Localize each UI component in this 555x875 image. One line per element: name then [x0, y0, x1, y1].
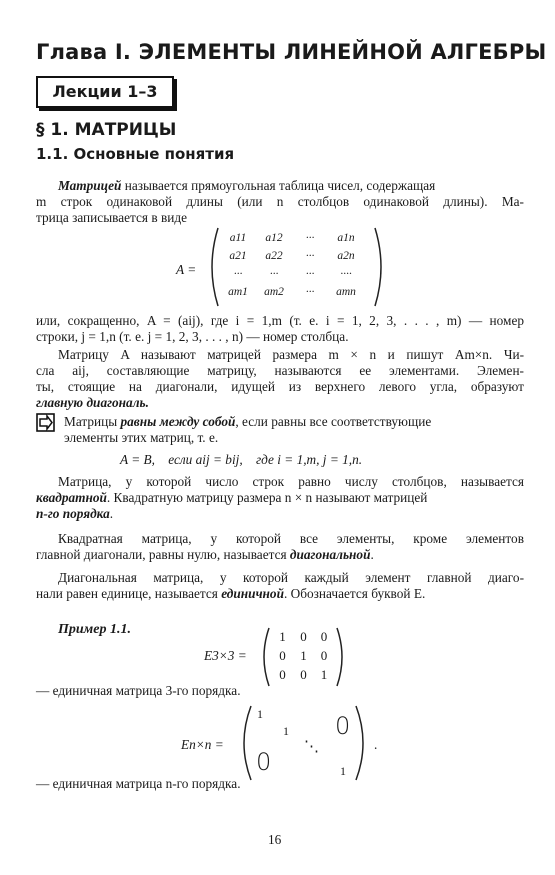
matrix-cell: ··· [233, 268, 243, 280]
en-zero-bottom: 0 [256, 748, 272, 776]
matrix-cell: 1 [279, 629, 286, 644]
p5-line2 [36, 490, 427, 506]
matrix-right-paren [372, 226, 388, 308]
text: нали равен единице, называется [36, 586, 222, 601]
matrix-row [220, 250, 372, 268]
matrix-cell: 1 [320, 667, 328, 682]
text: . [370, 547, 374, 562]
en-lhs: En×n = [181, 737, 224, 752]
matrix-cell: a2n [337, 250, 355, 262]
matrix-cell: a12 [265, 232, 283, 244]
en-dots: ⋱ [304, 739, 319, 755]
matrix-cell: 0 [300, 629, 307, 644]
text: называется прямоугольная таблица чисел, содержащая [121, 178, 436, 193]
en-right-paren [353, 704, 371, 782]
matrix-cell: a22 [265, 250, 283, 262]
matrix-lhs: A = [176, 262, 197, 277]
term-identity: единичной [221, 586, 284, 601]
definition-marker-icon [36, 413, 56, 433]
subsection-title: 1.1. Основные понятия [36, 145, 235, 163]
p5-line3 [36, 506, 113, 522]
p2-line2: строки, j = 1,n (т. е. j = 1, 2, 3, . . . , n) — номер столбца. [36, 329, 349, 344]
text: . Обозначается буквой E. [283, 586, 426, 601]
p4-line1 [64, 414, 431, 430]
p1-line1 [58, 178, 435, 194]
en-one-mid: 1 [283, 724, 289, 738]
en-left-paren [236, 704, 254, 782]
matrix-left-paren [205, 226, 221, 308]
p4-formula: A = B, если aij = bij, где i = 1,m, j = 1,n. [120, 452, 363, 467]
matrix-cell: 0 [320, 648, 328, 663]
matrix-cell: ··· [269, 268, 279, 280]
p2-line1: или, сокращенно, A = (aij), где i = 1,m (т. е. i = 1, 2, 3, . . . , m) — номер [36, 313, 524, 328]
p5-line1: Матрица, у которой число строк равно числу столбцов, называется [58, 474, 524, 489]
p3-line4: главную диагональ. [36, 395, 149, 410]
matrix-cell: ··· [305, 286, 315, 298]
en-zero-top: 0 [335, 712, 351, 740]
matrix-cell: ··· [305, 268, 315, 280]
matrix-cell: 0 [279, 648, 286, 663]
en-caption: — единичная матрица n-го порядка. [36, 776, 241, 791]
term-square: квадратной [36, 490, 107, 505]
page-number: 16 [268, 832, 282, 847]
matrix-cell: 1 [300, 648, 307, 663]
matrix-cell: a11 [229, 232, 247, 244]
chapter-title: Глава I. ЭЛЕМЕНТЫ ЛИНЕЙНОЙ АЛГЕБРЫ [36, 40, 547, 64]
p3-line1: Матрицу A называют матрицей размера m × n и пишут Am×n. Чи- [58, 347, 524, 362]
text: . [109, 506, 114, 521]
section-title: § 1. МАТРИЦЫ [36, 120, 177, 140]
matrix-cell: ··· [305, 232, 315, 244]
matrix-cell: a1n [337, 232, 355, 244]
p3-line3: ты, стоящие на диагонали, идущей из верхнего левого угла, образуют [36, 379, 524, 394]
matrix-row [220, 268, 372, 286]
term-matrix: Матрицей [58, 178, 122, 193]
matrix-cell: 0 [279, 667, 286, 682]
matrix-row [220, 286, 372, 304]
text: , если равны все соответствующие [235, 414, 432, 429]
matrix-cell: 0 [320, 629, 328, 644]
matrix-cell: amn [336, 286, 356, 298]
term-diagonal: диагональной [289, 547, 371, 562]
matrix-grid [220, 232, 372, 304]
matrix-row [272, 667, 334, 686]
en-period: . [374, 737, 378, 752]
example-title: Пример 1.1. [58, 622, 131, 637]
p6-line2 [36, 547, 374, 563]
matrix-row [220, 232, 372, 250]
lectures-box: Лекции 1–3 [36, 76, 174, 108]
e3-caption: — единичная матрица 3-го порядка. [36, 683, 241, 698]
e3-lhs: E3×3 = [204, 648, 247, 663]
p7-line2 [36, 586, 425, 602]
matrix-cell: am2 [264, 286, 284, 298]
en-one-top: 1 [257, 707, 263, 721]
matrix-cell: a21 [229, 250, 247, 262]
matrix-cell: ··· [305, 250, 315, 262]
p6-line1: Квадратная матрица, у которой все элементы, кроме элементов [58, 531, 524, 546]
term-order: n-го порядка [36, 506, 110, 521]
p1-line3: трица записывается в виде [36, 210, 188, 225]
matrix-cell: ···· [340, 268, 352, 280]
e3-left-paren [258, 626, 272, 688]
p1-line2: m строк одинаковой длины (или n столбцов одинаковой длины). Ма- [36, 194, 524, 209]
en-one-bottom: 1 [340, 764, 346, 778]
e3-grid [272, 629, 334, 686]
matrix-row [272, 629, 334, 648]
matrix-cell: 0 [300, 667, 307, 682]
text: Матрицы [64, 414, 121, 429]
e3-right-paren [334, 626, 348, 688]
p4-line2: элементы этих матриц, т. е. [64, 430, 219, 445]
matrix-row [272, 648, 334, 667]
matrix-cell: am1 [228, 286, 248, 298]
p3-line2: сла aij, составляющие матрицу, называются ее элементами. Элемен- [36, 363, 524, 378]
term-equal: равны между собой [120, 414, 236, 429]
text: главной диагонали, равны нулю, называется [36, 547, 290, 562]
p7-line1: Диагональная матрица, у которой каждый элемент главной диаго- [58, 570, 524, 585]
text: . Квадратную матрицу размера n × n называют матрицей [106, 490, 428, 505]
